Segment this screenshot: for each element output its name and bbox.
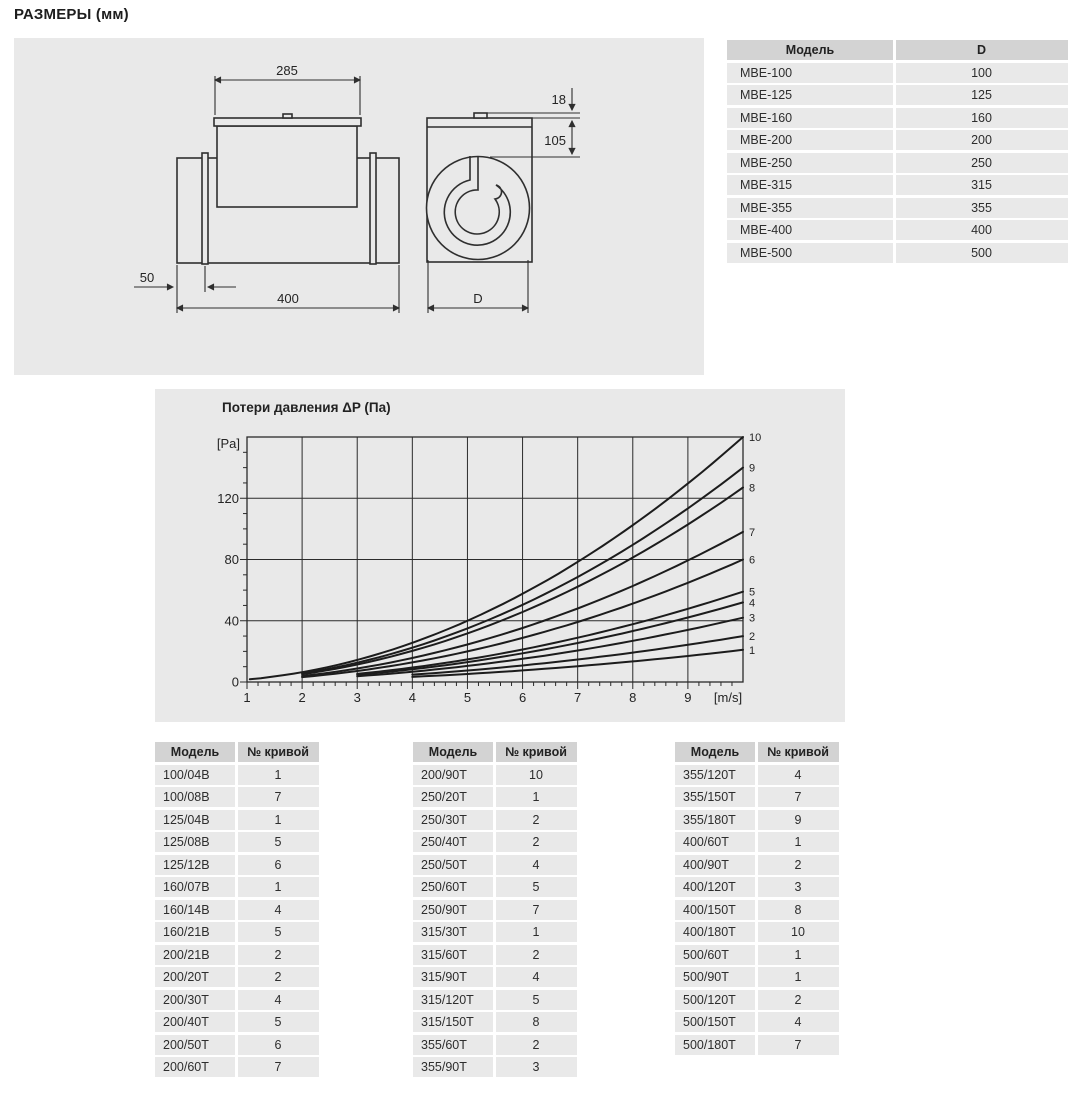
value-cell: 1 bbox=[238, 765, 319, 785]
value-cell: 200 bbox=[896, 130, 1068, 150]
value-cell: 1 bbox=[758, 967, 839, 987]
model-cell: 355/180T bbox=[675, 810, 755, 830]
value-cell: 7 bbox=[238, 787, 319, 807]
y-tick-label: 0 bbox=[231, 674, 239, 690]
value-cell: 355 bbox=[896, 198, 1068, 218]
value-cell: 1 bbox=[496, 787, 577, 807]
value-cell: 6 bbox=[238, 855, 319, 875]
model-cell: 250/50T bbox=[413, 855, 493, 875]
model-cell: 160/14B bbox=[155, 900, 235, 920]
side-view-right-clamp bbox=[370, 153, 376, 264]
curve-number-label: 8 bbox=[749, 482, 756, 495]
y-tick-label: 80 bbox=[224, 552, 239, 567]
dimension-drawing-panel bbox=[14, 38, 704, 375]
model-cell: МВЕ-250 bbox=[727, 153, 893, 173]
value-cell: 4 bbox=[238, 900, 319, 920]
x-tick-label: 6 bbox=[518, 690, 527, 705]
dim-label-105: 105 bbox=[544, 133, 566, 148]
value-cell: 6 bbox=[238, 1035, 319, 1055]
x-tick-label: 4 bbox=[408, 690, 416, 705]
curve-number-label: 10 bbox=[749, 432, 762, 444]
column-header: № кривой bbox=[238, 742, 319, 762]
model-cell: 125/08B bbox=[155, 832, 235, 852]
chart-title: Потери давления ΔP (Па) bbox=[222, 400, 391, 415]
dim-label-50: 50 bbox=[139, 270, 155, 285]
value-cell: 4 bbox=[496, 855, 577, 875]
model-cell: 500/180T bbox=[675, 1035, 755, 1055]
value-cell: 250 bbox=[896, 153, 1068, 173]
model-cell: 400/120T bbox=[675, 877, 755, 897]
value-cell: 7 bbox=[238, 1057, 319, 1077]
y-axis-unit: [Pa] bbox=[216, 436, 240, 451]
model-cell: 200/90T bbox=[413, 765, 493, 785]
dimension-drawing bbox=[14, 38, 704, 375]
x-tick-label: 9 bbox=[684, 690, 692, 705]
model-cell: МВЕ-400 bbox=[727, 220, 893, 240]
model-cell: 400/180T bbox=[675, 922, 755, 942]
dim-label-400: 400 bbox=[277, 291, 299, 306]
model-cell: 200/40T bbox=[155, 1012, 235, 1032]
value-cell: 160 bbox=[896, 108, 1068, 128]
curve-number-label: 6 bbox=[749, 554, 756, 567]
model-cell: 400/60T bbox=[675, 832, 755, 852]
column-header: № кривой bbox=[496, 742, 577, 762]
value-cell: 7 bbox=[758, 787, 839, 807]
model-cell: 200/60T bbox=[155, 1057, 235, 1077]
value-cell: 4 bbox=[238, 990, 319, 1010]
value-cell: 2 bbox=[238, 967, 319, 987]
value-cell: 2 bbox=[496, 832, 577, 852]
model-cell: 500/90T bbox=[675, 967, 755, 987]
column-header: Модель bbox=[155, 742, 235, 762]
y-tick-label: 40 bbox=[224, 613, 239, 629]
side-view-box-lid bbox=[214, 118, 361, 126]
model-cell: 250/20T bbox=[413, 787, 493, 807]
model-cell: 355/120T bbox=[675, 765, 755, 785]
value-cell: 1 bbox=[758, 945, 839, 965]
x-tick-label: 3 bbox=[353, 690, 361, 705]
value-cell: 10 bbox=[496, 765, 577, 785]
model-cell: 400/150T bbox=[675, 900, 755, 920]
value-cell: 125 bbox=[896, 85, 1068, 105]
side-view-lid-knob bbox=[283, 114, 292, 118]
model-cell: МВЕ-355 bbox=[727, 198, 893, 218]
model-cell: 355/150T bbox=[675, 787, 755, 807]
curve-table-1 bbox=[155, 742, 318, 1077]
x-tick-label: 5 bbox=[463, 690, 472, 705]
model-cell: 500/120T bbox=[675, 990, 755, 1010]
curve-number-label: 2 bbox=[749, 631, 756, 644]
model-cell: 315/90T bbox=[413, 967, 493, 987]
value-cell: 5 bbox=[238, 922, 319, 942]
column-header: D bbox=[896, 40, 1068, 60]
side-view-left-clamp bbox=[202, 153, 208, 264]
model-cell: 315/30T bbox=[413, 922, 493, 942]
value-cell: 1 bbox=[238, 810, 319, 830]
model-cell: 355/60T bbox=[413, 1035, 493, 1055]
value-cell: 4 bbox=[758, 1012, 839, 1032]
pressure-curve-10 bbox=[250, 437, 743, 679]
curve-number-label: 4 bbox=[749, 597, 756, 610]
column-header: Модель bbox=[675, 742, 755, 762]
column-header: № кривой bbox=[758, 742, 839, 762]
curve-number-label: 5 bbox=[749, 586, 756, 599]
model-cell: 250/40T bbox=[413, 832, 493, 852]
model-cell: 315/60T bbox=[413, 945, 493, 965]
pressure-curve-4 bbox=[357, 602, 743, 674]
model-cell: 315/120T bbox=[413, 990, 493, 1010]
value-cell: 1 bbox=[238, 877, 319, 897]
value-cell: 7 bbox=[496, 900, 577, 920]
model-cell: МВЕ-500 bbox=[727, 243, 893, 263]
page-title: РАЗМЕРЫ (мм) bbox=[14, 6, 129, 23]
value-cell: 7 bbox=[758, 1035, 839, 1055]
value-cell: 5 bbox=[238, 1012, 319, 1032]
x-tick-label: 2 bbox=[298, 690, 306, 705]
x-tick-label: 8 bbox=[629, 690, 637, 705]
value-cell: 3 bbox=[496, 1057, 577, 1077]
value-cell: 9 bbox=[758, 810, 839, 830]
model-cell: 500/60T bbox=[675, 945, 755, 965]
model-cell: 125/04B bbox=[155, 810, 235, 830]
x-tick-label: 7 bbox=[574, 690, 582, 705]
value-cell: 1 bbox=[496, 922, 577, 942]
model-cell: 160/07B bbox=[155, 877, 235, 897]
x-tick-label: 1 bbox=[243, 690, 251, 705]
value-cell: 2 bbox=[758, 855, 839, 875]
curve-number-label: 3 bbox=[749, 612, 756, 625]
model-cell: 250/90T bbox=[413, 900, 493, 920]
model-cell: 355/90T bbox=[413, 1057, 493, 1077]
model-cell: 250/60T bbox=[413, 877, 493, 897]
model-cell: МВЕ-315 bbox=[727, 175, 893, 195]
value-cell: 2 bbox=[758, 990, 839, 1010]
y-tick-label: 120 bbox=[217, 490, 239, 506]
model-cell: МВЕ-125 bbox=[727, 85, 893, 105]
value-cell: 2 bbox=[496, 1035, 577, 1055]
front-view-lid-knob bbox=[474, 113, 487, 118]
value-cell: 4 bbox=[496, 967, 577, 987]
curve-number-label: 9 bbox=[749, 462, 756, 475]
model-cell: 160/21B bbox=[155, 922, 235, 942]
value-cell: 2 bbox=[496, 945, 577, 965]
model-cell: 315/150T bbox=[413, 1012, 493, 1032]
model-cell: 200/21B bbox=[155, 945, 235, 965]
model-cell: 500/150T bbox=[675, 1012, 755, 1032]
model-cell: МВЕ-160 bbox=[727, 108, 893, 128]
value-cell: 100 bbox=[896, 63, 1068, 83]
side-view-terminal-box bbox=[217, 126, 357, 207]
model-cell: 250/30T bbox=[413, 810, 493, 830]
chart-panel bbox=[155, 389, 845, 722]
dim-label-18: 18 bbox=[551, 92, 566, 107]
value-cell: 5 bbox=[496, 877, 577, 897]
model-cell: 125/12B bbox=[155, 855, 235, 875]
value-cell: 8 bbox=[496, 1012, 577, 1032]
value-cell: 10 bbox=[758, 922, 839, 942]
pressure-loss-chart bbox=[155, 389, 845, 722]
curve-table-2 bbox=[413, 742, 576, 1077]
value-cell: 4 bbox=[758, 765, 839, 785]
value-cell: 400 bbox=[896, 220, 1068, 240]
value-cell: 8 bbox=[758, 900, 839, 920]
curve-number-label: 7 bbox=[749, 526, 756, 539]
value-cell: 2 bbox=[496, 810, 577, 830]
model-cell: 400/90T bbox=[675, 855, 755, 875]
model-cell: 200/30T bbox=[155, 990, 235, 1010]
dim-label-285: 285 bbox=[276, 63, 298, 78]
model-cell: 200/20T bbox=[155, 967, 235, 987]
model-cell: 100/08B bbox=[155, 787, 235, 807]
value-cell: 1 bbox=[758, 832, 839, 852]
model-cell: 200/50T bbox=[155, 1035, 235, 1055]
value-cell: 5 bbox=[238, 832, 319, 852]
x-axis-unit: [m/s] bbox=[713, 690, 743, 705]
curve-number-label: 1 bbox=[749, 644, 756, 657]
column-header: Модель bbox=[727, 40, 893, 60]
value-cell: 500 bbox=[896, 243, 1068, 263]
model-cell: МВЕ-100 bbox=[727, 63, 893, 83]
value-cell: 315 bbox=[896, 175, 1068, 195]
model-cell: МВЕ-200 bbox=[727, 130, 893, 150]
curve-table-3 bbox=[675, 742, 838, 1055]
column-header: Модель bbox=[413, 742, 493, 762]
value-cell: 5 bbox=[496, 990, 577, 1010]
value-cell: 2 bbox=[238, 945, 319, 965]
model-cell: 100/04B bbox=[155, 765, 235, 785]
dim-label-D: D bbox=[473, 291, 483, 306]
value-cell: 3 bbox=[758, 877, 839, 897]
size-table bbox=[727, 40, 1067, 263]
